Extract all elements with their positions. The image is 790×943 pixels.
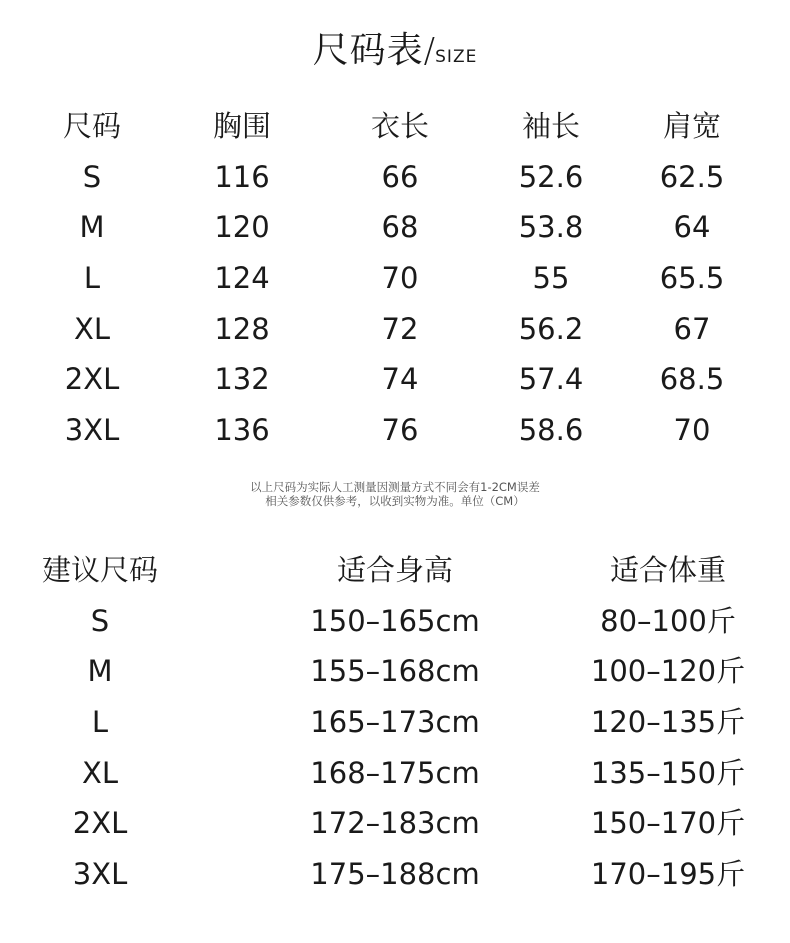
size-table-cell: 66	[381, 160, 419, 194]
recommend-table-cell: 170–195斤	[590, 857, 746, 891]
recommend-table-header: 适合身高	[336, 553, 454, 587]
size-table-header: 肩宽	[662, 109, 722, 143]
recommend-table-cell: XL	[81, 756, 119, 790]
recommend-table-cell: 2XL	[72, 806, 128, 840]
size-table-cell: L	[83, 261, 101, 295]
size-table-header: 衣长	[370, 109, 430, 143]
size-table-cell: 65.5	[659, 261, 725, 295]
recommend-table-header: 建议尺码	[41, 553, 159, 587]
size-table-cell: 116	[214, 160, 270, 194]
size-table-cell: 70	[381, 261, 419, 295]
size-table-cell: 58.6	[518, 413, 584, 447]
size-table-cell: 132	[214, 362, 270, 396]
recommend-table-cell: L	[91, 705, 109, 739]
size-table-cell: 67	[673, 312, 711, 346]
size-table-cell: 68.5	[659, 362, 725, 396]
size-table-cell: 128	[214, 312, 270, 346]
title-sub: SIZE	[435, 47, 478, 67]
size-table-cell: 68	[381, 210, 419, 244]
size-table-cell: 76	[381, 413, 419, 447]
measurement-note-line-1: 以上尺码为实际人工测量因测量方式不同会有1-2CM误差	[250, 480, 540, 494]
title-main: 尺码表	[312, 30, 424, 71]
size-table-header: 胸围	[212, 109, 272, 143]
size-table-cell: S	[82, 160, 102, 194]
size-table-cell: 120	[214, 210, 270, 244]
size-table-header: 袖长	[521, 109, 581, 143]
recommend-table-cell: 100–120斤	[590, 654, 746, 688]
size-table-cell: 62.5	[659, 160, 725, 194]
size-table-cell: 72	[381, 312, 419, 346]
recommend-table-cell: 175–188cm	[310, 857, 480, 891]
size-table-cell: 64	[673, 210, 711, 244]
size-table-cell: 3XL	[64, 413, 120, 447]
size-table-cell: M	[79, 210, 105, 244]
size-table-cell: 52.6	[518, 160, 584, 194]
page-title	[0, 22, 790, 73]
size-table-cell: 53.8	[518, 210, 584, 244]
size-table-cell: 57.4	[518, 362, 584, 396]
recommend-table-cell: 3XL	[72, 857, 128, 891]
recommend-table-cell: 135–150斤	[590, 756, 746, 790]
size-table-cell: 2XL	[64, 362, 120, 396]
measurement-note-line-2: 相关参数仅供参考，以收到实物为准。单位（CM）	[265, 494, 525, 508]
recommend-table-cell: 120–135斤	[590, 705, 746, 739]
size-table-cell: XL	[73, 312, 111, 346]
recommend-table-header: 适合体重	[609, 553, 727, 587]
recommend-table-cell: 172–183cm	[310, 806, 480, 840]
size-table-header: 尺码	[62, 109, 122, 143]
size-table-cell: 70	[673, 413, 711, 447]
recommend-table-cell: 168–175cm	[310, 756, 480, 790]
recommend-table-cell: 155–168cm	[310, 654, 480, 688]
recommend-table-cell: S	[90, 604, 110, 638]
size-table-cell: 55	[532, 261, 570, 295]
size-table-cell: 74	[381, 362, 419, 396]
recommend-table-cell: 150–165cm	[310, 604, 480, 638]
recommend-table-cell: M	[87, 654, 113, 688]
recommend-table-cell: 80–100斤	[600, 604, 736, 638]
size-table-cell: 136	[214, 413, 270, 447]
title-slash: /	[423, 31, 436, 71]
recommend-table-cell: 150–170斤	[590, 806, 746, 840]
size-table-cell: 56.2	[518, 312, 584, 346]
size-table-cell: 124	[214, 261, 270, 295]
recommend-table-cell: 165–173cm	[310, 705, 480, 739]
